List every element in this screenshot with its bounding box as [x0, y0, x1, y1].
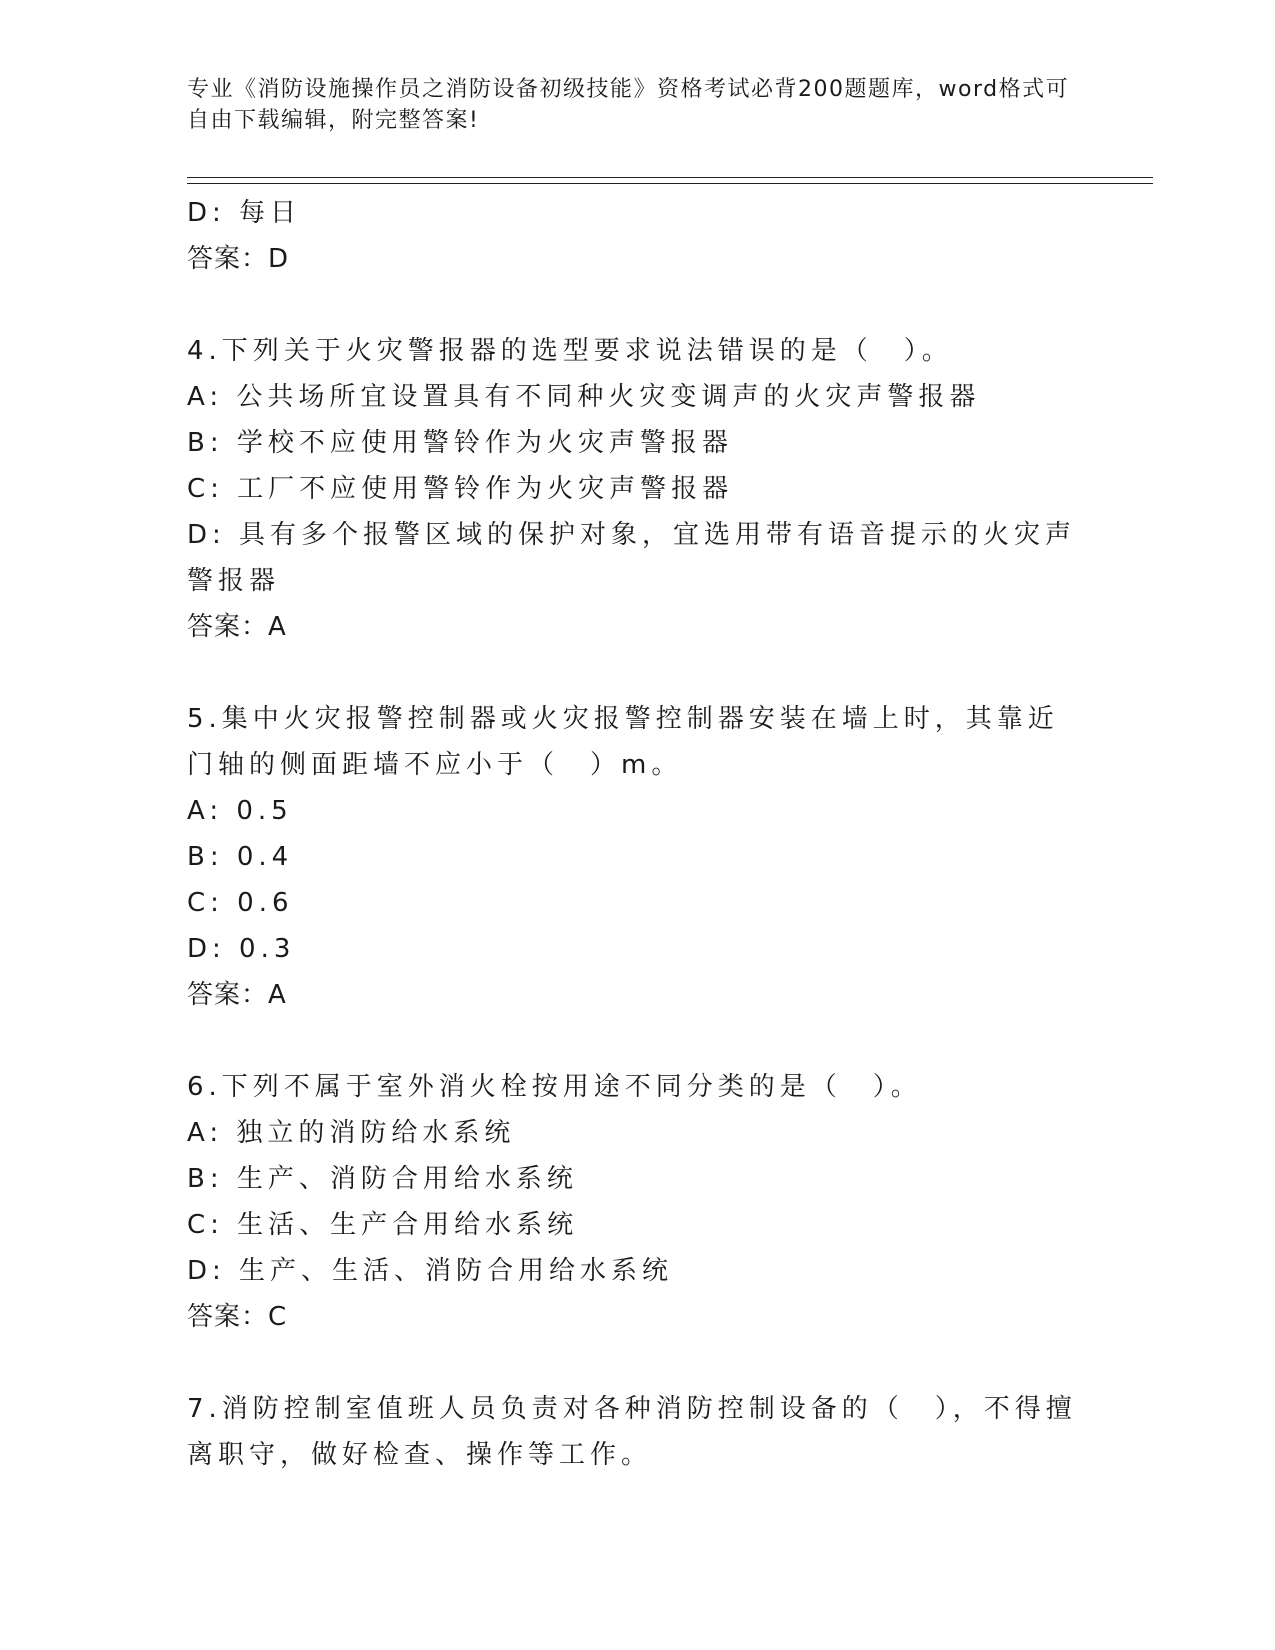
question-block [187, 696, 1087, 1018]
answer: 答案：A [187, 980, 287, 1010]
spacer [187, 282, 1087, 328]
option-d: D: 每日 [187, 198, 302, 228]
question-block [187, 1064, 1087, 1340]
header-divider [187, 183, 1153, 184]
option-a: A: 0.5 [187, 796, 293, 826]
question-stem: 7.消防控制室值班人员负责对各种消防控制设备的（ ），不得擅离职守，做好检查、操作等工作。 [187, 1394, 1077, 1470]
answer: 答案：A [187, 612, 287, 642]
spacer [187, 1018, 1087, 1064]
option-d: D: 具有多个报警区域的保护对象，宜选用带有语音提示的火灾声警报器 [187, 520, 1077, 596]
question-stem: 4.下列关于火灾警报器的选型要求说法错误的是（ ）。 [187, 336, 953, 366]
option-c: C: 工厂不应使用警铃作为火灾声警报器 [187, 474, 734, 504]
question-block [187, 1386, 1087, 1478]
option-d: D: 0.3 [187, 934, 296, 964]
header-divider [187, 177, 1153, 178]
question-block [187, 328, 1087, 650]
spacer [187, 1340, 1087, 1386]
option-d: D: 生产、生活、消防合用给水系统 [187, 1256, 674, 1286]
option-a: A: 公共场所宜设置具有不同种火灾变调声的火灾声警报器 [187, 382, 981, 412]
option-c: C: 生活、生产合用给水系统 [187, 1210, 579, 1240]
spacer [187, 650, 1087, 696]
answer: 答案：C [187, 1302, 288, 1332]
document-title: 专业《消防设施操作员之消防设备初级技能》资格考试必背200题题库，word格式可自由下载编辑，附完整答案! [187, 77, 1070, 133]
answer: 答案：D [187, 244, 290, 274]
document-body [187, 190, 1087, 1478]
question-stem: 6.下列不属于室外消火栓按用途不同分类的是（ ）。 [187, 1072, 922, 1102]
option-b: B: 0.4 [187, 842, 294, 872]
option-c: C: 0.6 [187, 888, 294, 918]
option-a: A: 独立的消防给水系统 [187, 1118, 516, 1148]
page-header [187, 74, 1087, 136]
option-b: B: 生产、消防合用给水系统 [187, 1164, 578, 1194]
option-b: B: 学校不应使用警铃作为火灾声警报器 [187, 428, 733, 458]
question-stem: 5.集中火灾报警控制器或火灾报警控制器安装在墙上时，其靠近门轴的侧面距墙不应小于（ ）m。 [187, 704, 1059, 780]
